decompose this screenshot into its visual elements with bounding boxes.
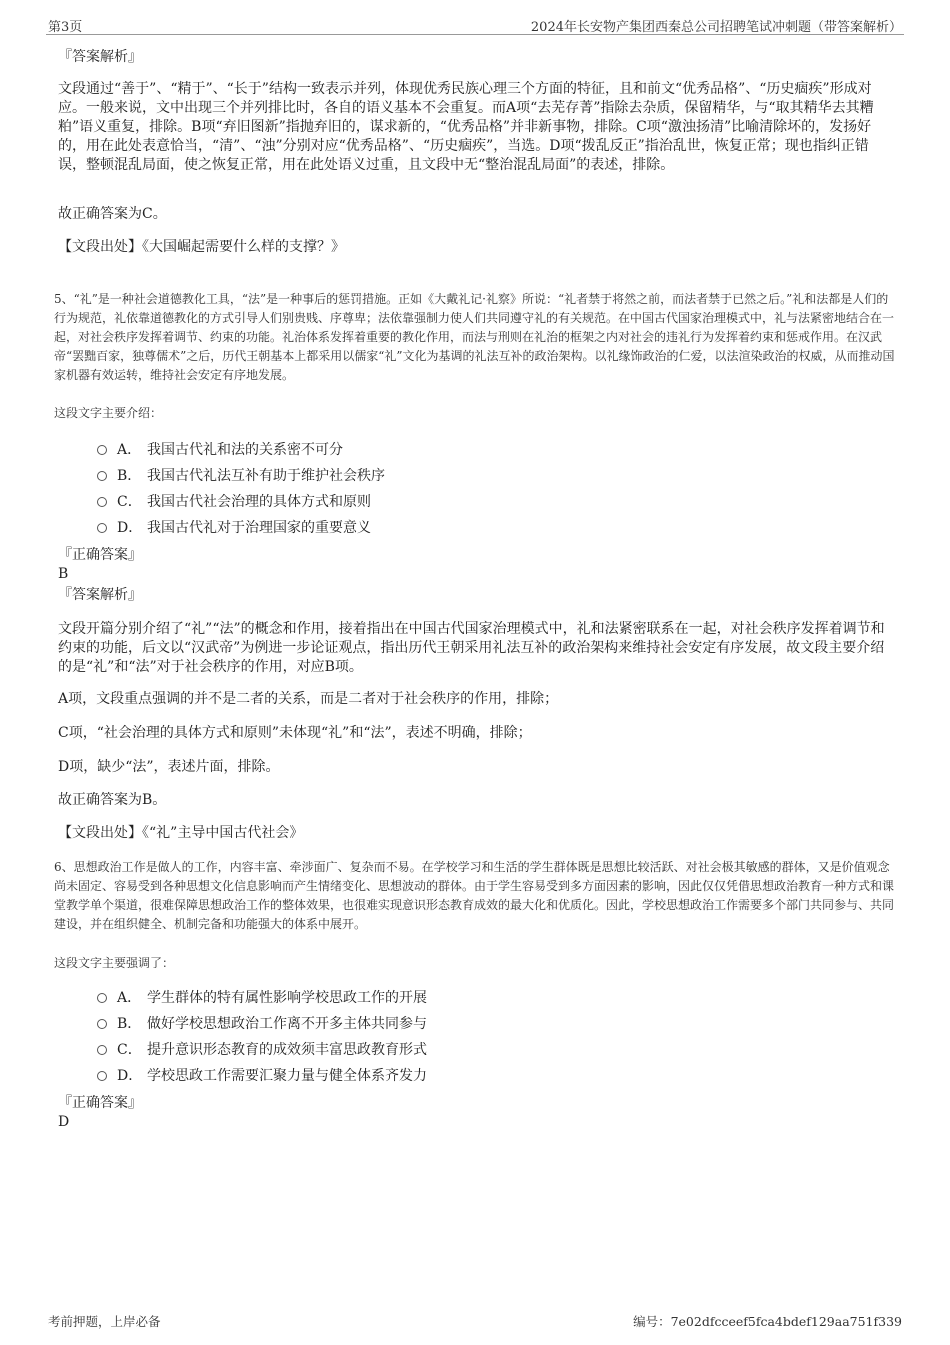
question-5-prompt: 这段文字主要介绍： <box>54 406 163 420</box>
option-d[interactable]: D． 学校思政工作需要汇聚力量与健全体系齐发力 <box>97 1066 427 1086</box>
page-header <box>46 14 904 35</box>
conclusion: 故正确答案为B。 <box>58 792 167 808</box>
analysis-text: 文段通过“善于”、“精于”、“长于”结构一致表示并列，体现优秀民族心理三个方面的特征，且和前文“优秀品格”、“历史痼疾”形成对应。一般来说，文中出现三个并列排比时，各自的语义基本不会重复。而A项“去芜存菁”指除去杂质，保留精华，与“取其精华去其糟粕”语义重复，排除。B项“弃旧图新”指抛弃旧的，谋求新的，“优秀品格”并非新事物，排除。C项“激浊扬清”比喻清除坏的，发扬好的，用在此处表意恰当，“清”、“浊”分别对应“优秀品格”、“历史痼疾”，当选。D项“拨乱反正”指治乱世，恢复正常；现也指纠正错误，整顿混乱局面，使之恢复正常，用在此处语义过重，且文段中无“整治混乱局面”的表述，排除。 <box>58 81 874 173</box>
analysis-note-a: A项，文段重点强调的并不是二者的关系，而是二者对于社会秩序的作用，排除； <box>58 691 559 707</box>
analysis-note-d: D项，缺少“法”，表述片面，排除。 <box>58 759 280 775</box>
option-a[interactable]: A． 学生群体的特有属性影响学校思政工作的开展 <box>97 988 427 1008</box>
question-6-prompt: 这段文字主要强调了： <box>54 956 175 970</box>
analysis-note-c: C项，“社会治理的具体方式和原则”未体现“礼”和“法”，表述不明确，排除； <box>58 725 532 741</box>
answer-label: 『正确答案』 <box>58 1095 142 1111</box>
radio-icon[interactable] <box>97 523 107 533</box>
option-a[interactable]: A． 我国古代礼和法的关系密不可分 <box>97 440 343 460</box>
page-number: 第3页 <box>48 20 83 35</box>
radio-icon[interactable] <box>97 1019 107 1029</box>
option-c[interactable]: C． 提升意识形态教育的成效须丰富思政教育形式 <box>97 1040 427 1060</box>
answer-value: D <box>58 1114 70 1130</box>
radio-icon[interactable] <box>97 1071 107 1081</box>
radio-icon[interactable] <box>97 1045 107 1055</box>
option-b[interactable]: B． 我国古代礼法互补有助于维护社会秩序 <box>97 466 385 486</box>
footer-slogan: 考前押题，上岸必备 <box>48 1314 161 1329</box>
question-6-stem: 6、思想政治工作是做人的工作，内容丰富、牵涉面广、复杂而不易。在学校学习和生活的学生群体既是思想比较活跃、对社会极其敏感的群体，又是价值观念尚未固定、容易受到各种思想文化信息影响而产生情绪变化、思想波动的群体。由于学生容易受到多方面因素的影响，因此仅仅凭借思想政治教育一种方式和课堂教学单个渠道，很难保障思想政治工作的整体效果，也很难实现意识形态教育成效的最大化和优质化。因此，学校思想政治工作需要多个部门共同参与、共同建设，并在组织健全、机制完备和功能强大的体系中展开。 <box>54 860 895 931</box>
option-c[interactable]: C． 我国古代社会治理的具体方式和原则 <box>97 492 371 512</box>
answer-label: 『正确答案』 <box>58 547 142 563</box>
radio-icon[interactable] <box>97 993 107 1003</box>
radio-icon[interactable] <box>97 471 107 481</box>
radio-icon[interactable] <box>97 497 107 507</box>
answer-value: B <box>58 566 69 582</box>
source-citation: 【文段出处】《大国崛起需要什么样的支撑？》 <box>58 239 345 255</box>
document-id: 编号：7e02dfcceef5fca4bdef129aa751f339 <box>633 1314 902 1329</box>
option-d[interactable]: D． 我国古代礼对于治理国家的重要意义 <box>97 518 371 538</box>
option-b[interactable]: B． 做好学校思想政治工作离不开多主体共同参与 <box>97 1014 427 1034</box>
analysis-label: 『答案解析』 <box>58 49 142 65</box>
source-citation: 【文段出处】《“礼”主导中国古代社会》 <box>58 825 304 841</box>
analysis-label: 『答案解析』 <box>58 587 142 603</box>
radio-icon[interactable] <box>97 445 107 455</box>
conclusion: 故正确答案为C。 <box>58 206 167 222</box>
analysis-text: 文段开篇分别介绍了“礼”“法”的概念和作用，接着指出在中国古代国家治理模式中，礼和法紧密联系在一起，对社会秩序发挥着调节和约束的功能，后文以“汉武帝”为例进一步论证观点，指出历代王朝采用礼法互补的政治架构来维持社会安定有序发展，故文段主要介绍的是“礼”和“法”对于社会秩序的作用，对应B项。 <box>58 621 885 675</box>
question-5-stem: 5、“礼”是一种社会道德教化工具，“法”是一种事后的惩罚措施。正如《大戴礼记·礼察》所说：“礼者禁于将然之前，而法者禁于已然之后。”礼和法都是人们的行为规范，礼依靠道德教化的方式引导人们别贵贱、序尊卑；法依靠强制力使人们共同遵守礼的有关规范。在中国古代国家治理模式中，礼与法紧密地结合在一起，对社会秩序发挥着调节、约束的功能。礼治体系发挥着重要的教化作用，而法与刑则在礼治的框架之内对社会的违礼行为发挥着约束和惩戒作用。在汉武帝“罢黜百家，独尊儒术”之后，历代王朝基本上都采用以儒家“礼”文化为基调的礼法互补的政治架构。以礼缘饰政治的仁爱，以法渲染政治的权威，从而推动国家机器有效运转，维持社会安定有序地发展。 <box>54 292 895 382</box>
document-title: 2024年长安物产集团西秦总公司招聘笔试冲刺题（带答案解析） <box>530 20 902 35</box>
